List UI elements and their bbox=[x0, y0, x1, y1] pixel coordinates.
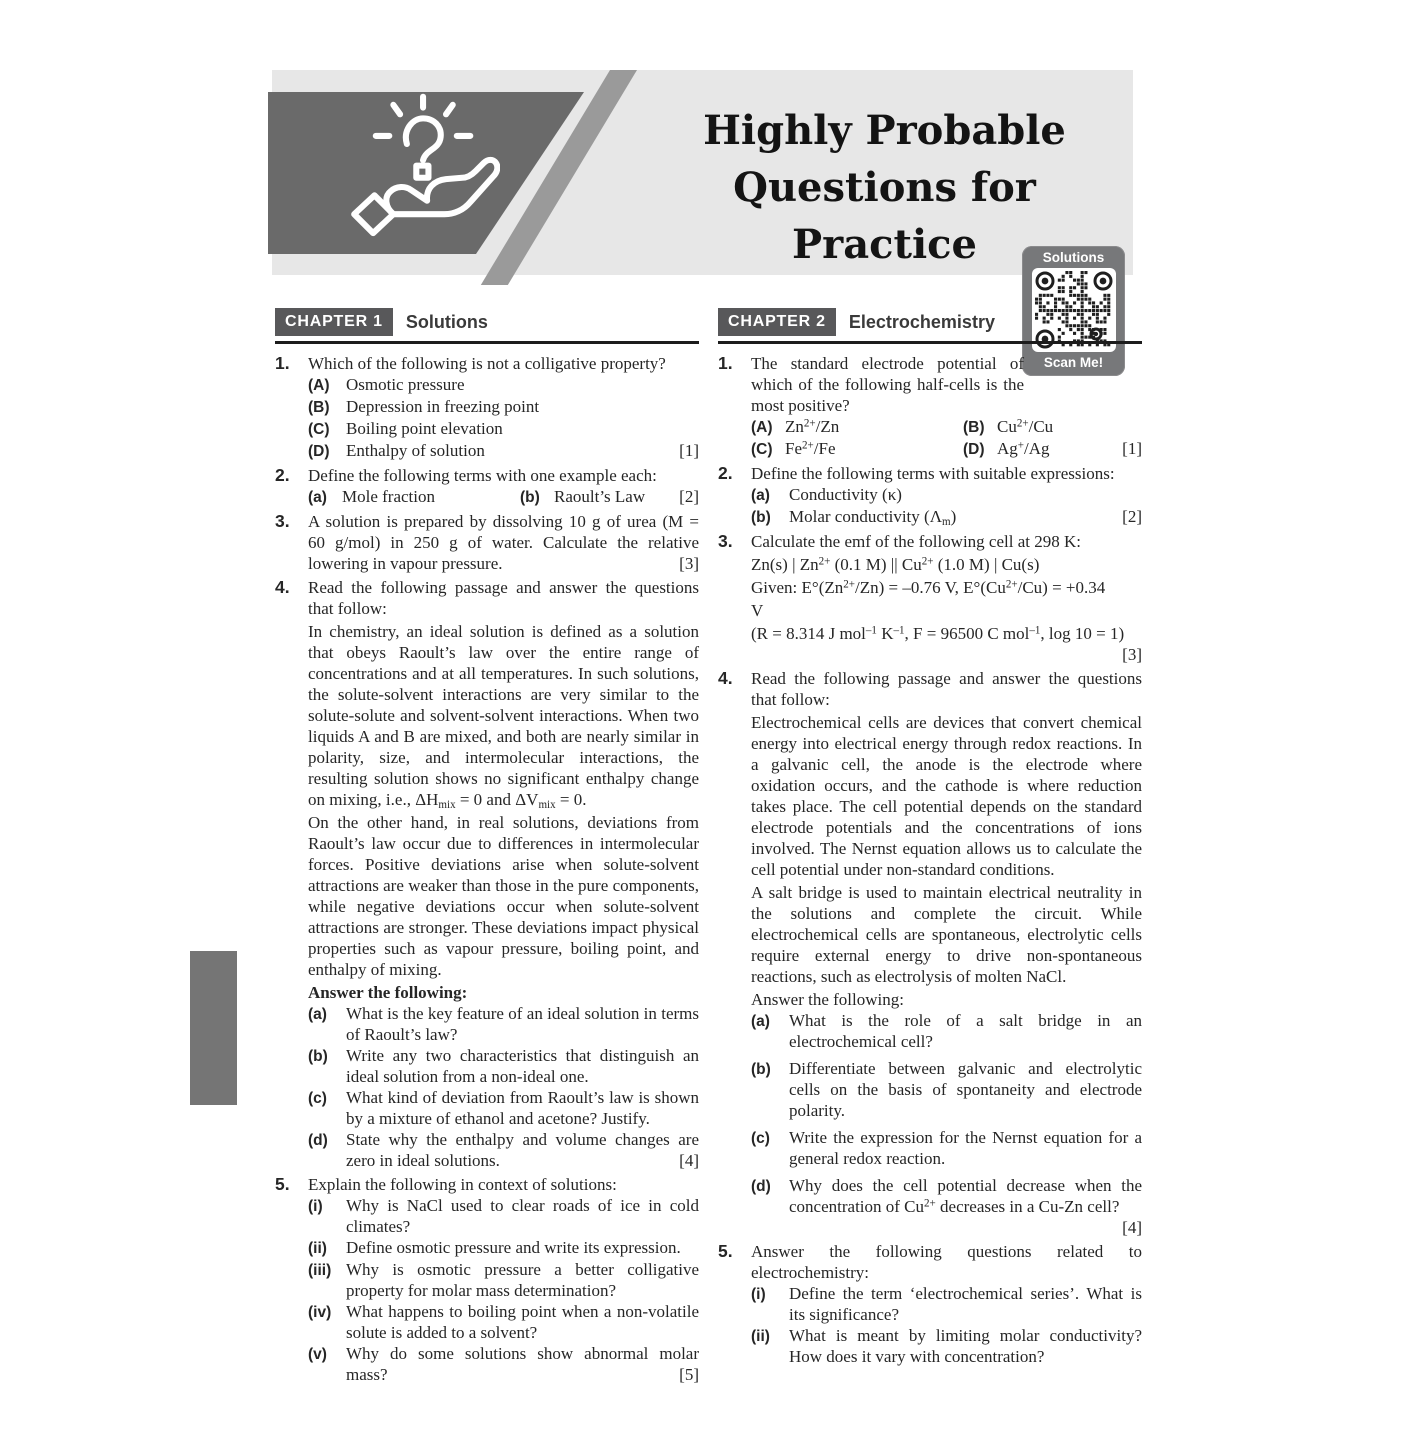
question-stem bbox=[308, 353, 699, 374]
marks-badge: [1] bbox=[679, 441, 699, 460]
equation-line bbox=[751, 600, 1142, 621]
question-part bbox=[751, 1127, 1142, 1169]
part-text-content: Differentiate between galvanic and electrolytic cells on the basis of spontaneity and electrode polarity. bbox=[789, 1059, 1142, 1120]
question-number: 2. bbox=[275, 465, 290, 485]
part-text bbox=[789, 1325, 1142, 1367]
question-stem-text: Calculate the emf of the following cell at 298 K: bbox=[751, 532, 1081, 551]
question-stem bbox=[751, 1241, 1142, 1283]
option bbox=[963, 416, 1142, 438]
question-stem-text: Define the following terms with suitable expressions: bbox=[751, 464, 1115, 483]
option-label: (D) bbox=[963, 441, 985, 458]
question-stem bbox=[751, 463, 1142, 484]
equation-line bbox=[751, 577, 1142, 598]
part-label: (iv) bbox=[308, 1304, 332, 1321]
passage-paragraph bbox=[751, 882, 1142, 987]
question-part bbox=[751, 1325, 1142, 1367]
part-label: (a) bbox=[308, 1006, 327, 1023]
header-banner bbox=[272, 70, 1133, 275]
part-text-content: Why does the cell potential decrease when the concentration of $Cu^{2+}$ decreases in a Cu-Zn cell? bbox=[789, 1176, 1142, 1216]
question-number: 3. bbox=[275, 511, 290, 531]
marks-badge: [1] bbox=[1122, 439, 1142, 458]
question-stem-text: Explain the following in context of solutions: bbox=[308, 1175, 617, 1194]
question-stem-text: Which of the following is not a colligative property? bbox=[308, 354, 666, 373]
option bbox=[963, 438, 1122, 460]
option-text: Mole fraction bbox=[342, 487, 435, 506]
chapter-side-tab bbox=[190, 951, 237, 1105]
part-text-content: What is the role of a salt bridge in an electrochemical cell? bbox=[789, 1011, 1142, 1051]
option-row bbox=[308, 486, 699, 508]
marks-badge: [5] bbox=[679, 1365, 699, 1384]
question-stem bbox=[308, 511, 699, 574]
passage-paragraph bbox=[751, 712, 1142, 880]
part-text-content: What kind of deviation from Raoult’s law is shown by a mixture of ethanol and acetone? Justify. bbox=[346, 1088, 699, 1128]
part-text-content: Enthalpy of solution bbox=[346, 441, 485, 460]
option bbox=[520, 486, 679, 508]
part-text bbox=[346, 440, 699, 462]
question-stem bbox=[308, 465, 699, 486]
option bbox=[751, 416, 963, 438]
part-label: (iii) bbox=[308, 1262, 332, 1279]
part-label: (b) bbox=[751, 1061, 771, 1078]
part-text-content: Write the expression for the Nernst equation for a general redox reaction. bbox=[789, 1128, 1142, 1168]
question-stem-text: The standard electrode potential of which of the following half-cells is the most positive? bbox=[751, 354, 1024, 415]
answer-heading-text: Answer the following: bbox=[308, 983, 468, 1002]
question-number: 3. bbox=[718, 531, 733, 551]
passage-text: Electrochemical cells are devices that convert chemical energy into electrical energy through redox reactions. In a galvanic cell, the anode is the electrode where oxidation occurs, and the cathode is where reduction takes place. The cell potential depends on the standard electrode potentials and the concentrations of ions involved. The Nernst equation allows us to calculate the cell potential under non-standard conditions. bbox=[751, 713, 1142, 879]
question-part bbox=[308, 1301, 699, 1343]
part-text-content: Write any two characteristics that distinguish an ideal solution from a non-ideal one. bbox=[346, 1046, 699, 1086]
answer-heading-text: Answer the following: bbox=[751, 990, 904, 1009]
question-part bbox=[751, 1010, 1142, 1052]
part-text-content: What is the key feature of an ideal solution in terms of Raoult’s law? bbox=[346, 1004, 699, 1044]
question bbox=[275, 577, 699, 1171]
question-body bbox=[751, 668, 1142, 1238]
marks-badge: [4] bbox=[679, 1151, 699, 1170]
part-label: (c) bbox=[751, 1130, 770, 1147]
part-text bbox=[346, 1045, 699, 1087]
question bbox=[718, 668, 1142, 1238]
part-label: (c) bbox=[308, 1090, 327, 1107]
part-label: (b) bbox=[308, 1048, 328, 1065]
part-text-content: Define osmotic pressure and write its expression. bbox=[346, 1238, 681, 1257]
marks-badge: [2] bbox=[679, 487, 699, 506]
question-number: 1. bbox=[718, 353, 733, 373]
part-text-content: Define the term ‘electrochemical series’. What is its significance? bbox=[789, 1284, 1142, 1324]
part-text-content: State why the enthalpy and volume changes are zero in ideal solutions. bbox=[346, 1130, 699, 1170]
part-text bbox=[789, 1127, 1142, 1169]
passage-paragraph bbox=[308, 621, 699, 810]
equation-text: Zn(s) | $Zn^{2+}$ (0.1 M) || $Cu^{2+}$ (1.0 M) | Cu(s) bbox=[751, 555, 1040, 574]
page-title-line2: Questions for Practice bbox=[733, 164, 1036, 268]
part-text bbox=[789, 1283, 1142, 1325]
question-stem bbox=[751, 353, 1024, 416]
part-text bbox=[346, 1259, 699, 1301]
question-list bbox=[275, 353, 699, 1385]
part-label: (v) bbox=[308, 1346, 327, 1363]
marks-badge: [4] bbox=[1122, 1218, 1142, 1237]
question bbox=[718, 463, 1142, 528]
question-part bbox=[308, 374, 699, 396]
question-number: 5. bbox=[718, 1241, 733, 1261]
marks-badge: [3] bbox=[679, 554, 699, 573]
part-label: (a) bbox=[751, 487, 770, 504]
question-body bbox=[308, 511, 699, 574]
question-part bbox=[751, 1283, 1142, 1325]
question-stem-text: Read the following passage and answer the questions that follow: bbox=[751, 669, 1142, 709]
chapter-title: Solutions bbox=[405, 311, 488, 332]
question-stem bbox=[308, 577, 699, 619]
part-text-content: Osmotic pressure bbox=[346, 375, 465, 394]
question-part bbox=[751, 506, 1142, 528]
option-label: (a) bbox=[308, 489, 327, 506]
equation-text: V bbox=[751, 601, 764, 620]
question-part bbox=[308, 1195, 699, 1237]
passage-text: In chemistry, an ideal solution is defined as a solution that obeys Raoult’s law over the entire range of concentrations and at all temperatures. In such solutions, the solute-solvent interactions are very similar to the solute-solute and solvent-solvent interactions. When two liquids A and B are mixed, and both are nearly similar in polarity, size, and intermolecular interactions, the resulting solution shows no significant enthalpy change on mixing, i.e., $\Delta H_{mix} = 0$ and $\Delta V_{mix} = 0$. bbox=[308, 622, 699, 811]
part-text-content: Molar conductivity $(\Lambda_m)$ bbox=[789, 507, 957, 528]
part-text bbox=[346, 374, 699, 396]
question-part bbox=[751, 1058, 1142, 1121]
part-label: (ii) bbox=[308, 1240, 327, 1257]
part-label: (b) bbox=[751, 509, 771, 526]
question-part bbox=[308, 396, 699, 418]
chapter-title: Electrochemistry bbox=[848, 311, 995, 332]
part-text-content: What is meant by limiting molar conductivity? How does it vary with concentration? bbox=[789, 1326, 1142, 1366]
part-text bbox=[789, 1010, 1142, 1052]
question-number: 1. bbox=[275, 353, 290, 373]
question-part bbox=[308, 1343, 699, 1385]
option-label: (B) bbox=[963, 419, 985, 436]
question bbox=[275, 465, 699, 508]
part-text bbox=[346, 1343, 699, 1385]
equation-line bbox=[751, 623, 1142, 644]
question-body bbox=[308, 1174, 699, 1385]
marks-badge: [2] bbox=[1122, 507, 1142, 526]
question-number: 5. bbox=[275, 1174, 290, 1194]
question bbox=[718, 1241, 1142, 1367]
question-body bbox=[308, 577, 699, 1171]
part-label: (i) bbox=[308, 1198, 323, 1215]
option-row bbox=[751, 438, 1142, 460]
question-part bbox=[751, 484, 1142, 506]
question-stem bbox=[751, 531, 1142, 552]
part-text bbox=[789, 506, 1142, 528]
question-stem bbox=[751, 668, 1142, 710]
question-body bbox=[751, 531, 1142, 665]
part-label: (B) bbox=[308, 399, 330, 416]
question bbox=[275, 511, 699, 574]
question-body bbox=[751, 1241, 1142, 1367]
question-part bbox=[308, 1129, 699, 1171]
part-label: (A) bbox=[308, 377, 330, 394]
question-number: 2. bbox=[718, 463, 733, 483]
question bbox=[718, 531, 1142, 665]
chapter-number-box: CHAPTER 1 bbox=[275, 308, 393, 336]
question-part bbox=[751, 1175, 1142, 1217]
page-title-line1: Highly Probable bbox=[703, 107, 1066, 154]
question-stem bbox=[308, 1174, 699, 1195]
part-text-content: Boiling point elevation bbox=[346, 419, 503, 438]
marks-line bbox=[751, 1217, 1142, 1238]
option-label: (A) bbox=[751, 419, 773, 436]
question bbox=[718, 353, 1142, 460]
part-label: (d) bbox=[751, 1178, 771, 1195]
part-label: (a) bbox=[751, 1013, 770, 1030]
part-text-content: Why do some solutions show abnormal molar mass? bbox=[346, 1344, 699, 1384]
passage-text: On the other hand, in real solutions, deviations from Raoult’s law occur due to differences in intermolecular forces. Positive deviations arise when solute-solvent attractions are weaker than those in the pure components, while negative deviations occur when solute-solvent attractions are stronger. These deviations impact physical properties such as vapour pressure, boiling point, and enthalpy of mixing. bbox=[308, 813, 699, 979]
hand-holding-question-icon bbox=[338, 90, 500, 252]
qr-scan-me-label: Scan Me! bbox=[1043, 355, 1104, 370]
part-text-content: Conductivity (κ) bbox=[789, 485, 902, 504]
option-text: $Cu^{2+}/Cu$ bbox=[997, 417, 1054, 436]
question-stem-text: Read the following passage and answer the questions that follow: bbox=[308, 578, 699, 618]
question-body bbox=[308, 465, 699, 508]
part-text-content: Depression in freezing point bbox=[346, 397, 540, 416]
question-body bbox=[308, 353, 699, 462]
part-text bbox=[789, 1058, 1142, 1121]
marks-badge: [3] bbox=[1122, 645, 1142, 664]
part-text bbox=[346, 1301, 699, 1343]
part-text bbox=[346, 1087, 699, 1129]
equation-text: Given: $E^\circ(Zn^{2+}/Zn) = -0.76$ V, $E^\circ(Cu^{2+}/Cu) = +0.34$ bbox=[751, 578, 1106, 597]
part-text bbox=[346, 1003, 699, 1045]
part-text bbox=[346, 1195, 699, 1237]
question-part bbox=[308, 1003, 699, 1045]
question-number: 4. bbox=[275, 577, 290, 597]
question-part bbox=[308, 1045, 699, 1087]
question-stem-text: A solution is prepared by dissolving 10 g of urea (M = 60 g/mol) in 250 g of water. Calculate the relative lowering in vapour pressure. bbox=[308, 512, 699, 573]
question bbox=[275, 1174, 699, 1385]
part-label: (ii) bbox=[751, 1328, 770, 1345]
option-label: (C) bbox=[751, 441, 773, 458]
passage-paragraph bbox=[308, 812, 699, 980]
chapter-2-column bbox=[718, 308, 1142, 1367]
part-text bbox=[346, 1237, 699, 1259]
question-body bbox=[751, 353, 1142, 460]
part-text bbox=[346, 1129, 699, 1171]
part-text bbox=[789, 1175, 1142, 1217]
part-label: (D) bbox=[308, 443, 330, 460]
part-label: (i) bbox=[751, 1286, 766, 1303]
marks-line bbox=[751, 644, 1142, 665]
option-row bbox=[751, 416, 1142, 438]
question-part bbox=[308, 1259, 699, 1301]
chapter-header bbox=[718, 308, 1142, 344]
part-label: (d) bbox=[308, 1132, 328, 1149]
chapter-number-box: CHAPTER 2 bbox=[718, 308, 836, 336]
question-stem-text: Define the following terms with one example each: bbox=[308, 466, 657, 485]
option-text: Raoult’s Law bbox=[554, 487, 646, 506]
question-part bbox=[308, 418, 699, 440]
option-label: (b) bbox=[520, 489, 540, 506]
question-part bbox=[308, 440, 699, 462]
question-part bbox=[308, 1237, 699, 1259]
part-text bbox=[346, 396, 699, 418]
equation-line bbox=[751, 554, 1142, 575]
option-text: $Fe^{2+}/Fe$ bbox=[785, 439, 836, 458]
part-text-content: What happens to boiling point when a non-volatile solute is added to a solvent? bbox=[346, 1302, 699, 1342]
option bbox=[751, 438, 963, 460]
answer-heading bbox=[308, 982, 699, 1003]
part-text-content: Why is osmotic pressure a better colligative property for molar mass determination? bbox=[346, 1260, 699, 1300]
option bbox=[308, 486, 520, 508]
equation-text: (R = 8.314 J mol$^{-1}$ $K^{-1}$, F = 96500 C mol$^{-1}$, log 10 = 1) bbox=[751, 624, 1125, 643]
part-text-content: Why is NaCl used to clear roads of ice in cold climates? bbox=[346, 1196, 699, 1236]
question-stem-text: Answer the following questions related to electrochemistry: bbox=[751, 1242, 1142, 1282]
part-label: (C) bbox=[308, 421, 330, 438]
option-text: Ag+/Ag bbox=[997, 439, 1050, 458]
question-list bbox=[718, 353, 1142, 1367]
part-text bbox=[346, 418, 699, 440]
chapter-1-column bbox=[275, 308, 699, 1385]
chapter-header bbox=[275, 308, 699, 344]
question-number: 4. bbox=[718, 668, 733, 688]
answer-heading bbox=[751, 989, 1142, 1010]
qr-solutions-label: Solutions bbox=[1042, 250, 1105, 265]
part-text bbox=[789, 484, 1142, 506]
question bbox=[275, 353, 699, 462]
question-body bbox=[751, 463, 1142, 528]
passage-text: A salt bridge is used to maintain electrical neutrality in the solutions and complete the circuit. While electrochemical cells are spontaneous, electrolytic cells require external energy to drive non-spontaneous reactions, such as electrolysis of molten NaCl. bbox=[751, 883, 1142, 986]
question-part bbox=[308, 1087, 699, 1129]
option-text: $Zn^{2+}/Zn$ bbox=[785, 417, 840, 436]
